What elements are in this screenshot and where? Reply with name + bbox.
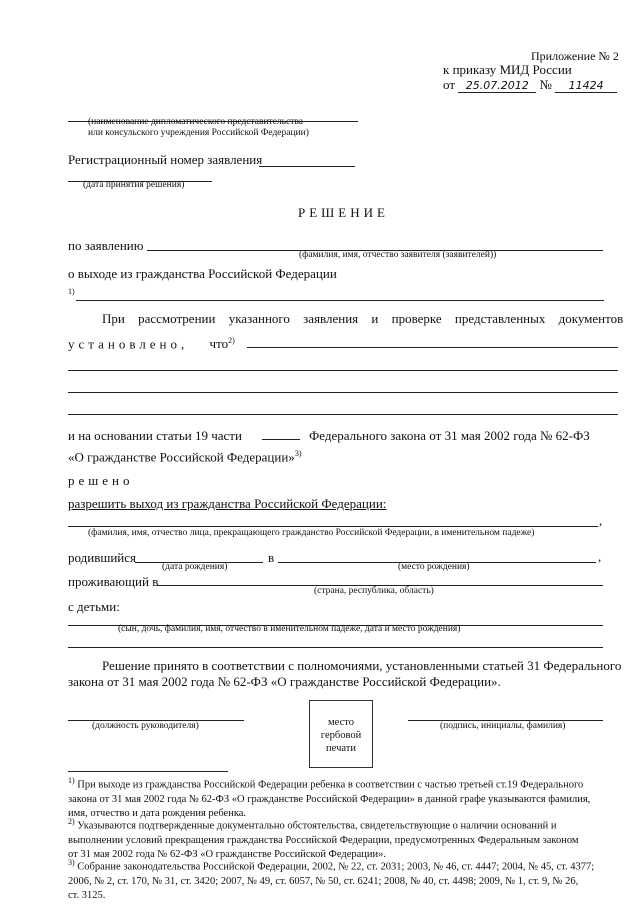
decision-para-1: Решение принято в соответствии с полномочиями, установленными статьей 31 Федерального — [102, 658, 622, 673]
law-name-line — [68, 449, 301, 465]
applicant-caption: (фамилия, имя, отчество заявителя (заявителей)) — [299, 250, 497, 260]
basis-end-text: Федерального закона от 31 мая 2002 года № 62-ФЗ — [309, 428, 590, 443]
fn1-line-1: При выходе из гражданства Российской Федерации ребенка в соответствии с частью третьей ст.19 Федерального — [77, 779, 584, 791]
fn3-line-2: 2006, № 2, ст. 170, № 31, ст. 3420; 2007, № 49, ст. 6057, № 50, ст. 6241; 2008, № 40, ст. 4498; 2009, № 1, ст. 9, № 26, — [68, 875, 579, 887]
fn1-line-3: имя, отчество и дата рождения ребенка. — [68, 807, 247, 819]
footnote-1 — [68, 774, 590, 821]
fn2-line-3: от 31 мая 2002 года № 62-ФЗ «О гражданстве Российской Федерации». — [68, 848, 387, 860]
stamp-line-1: место — [328, 717, 354, 728]
child-info-field[interactable] — [76, 300, 604, 301]
person-name-field[interactable] — [68, 526, 598, 527]
mission-caption-1: (наименование дипломатического представительства — [88, 117, 303, 127]
established-label: установлено, — [68, 336, 189, 352]
footnote-2 — [68, 815, 579, 862]
footnote-1-marker: 1) — [68, 287, 75, 296]
established-line — [68, 336, 235, 352]
signature-caption: (подпись, инициалы, фамилия) — [440, 721, 566, 731]
stamp-line-3: печати — [326, 743, 356, 754]
children-field-2[interactable] — [68, 647, 603, 648]
decision-date-caption: (дата принятия решения) — [83, 180, 185, 190]
that-label: что — [209, 336, 229, 352]
basis-start-text: и на основании статьи 19 части — [68, 428, 242, 443]
fn2-mark: 2) — [68, 817, 75, 826]
fn2-line-2: выполнении условий прекращения гражданства Российской Федерации, предусмотренных Федеральным законом — [68, 834, 579, 846]
stamp-line-2: гербовой — [320, 730, 362, 741]
established-field-3[interactable] — [68, 392, 618, 393]
established-field-1[interactable] — [247, 347, 618, 348]
page-title: РЕШЕНИЕ — [298, 205, 389, 220]
reg-number-label: Регистрационный номер заявления — [68, 152, 263, 167]
fn3-line-3: ст. 3125. — [68, 889, 106, 901]
footnote-3-marker: 3) — [294, 449, 302, 458]
birth-place-caption: (место рождения) — [398, 562, 470, 572]
article-part-field[interactable] — [262, 439, 300, 440]
fn2-line-1: Указываются подтвержденные документально обстоятельства, свидетельствующие о наличии оснований и — [77, 820, 557, 832]
birth-date-caption: (дата рождения) — [162, 562, 228, 572]
person-comma: , — [599, 513, 603, 528]
order-label: к приказу МИД России — [443, 62, 572, 77]
footnote-separator — [68, 771, 228, 772]
law-name: «О гражданстве Российской Федерации» — [68, 449, 295, 465]
footnote-3 — [68, 856, 594, 903]
order-date-line — [443, 77, 617, 93]
fn3-mark: 3) — [68, 858, 75, 867]
number-sign: № — [539, 77, 552, 92]
decision-para-2: закона от 31 мая 2002 года № 62-ФЗ «О гражданстве Российской Федерации». — [68, 674, 501, 689]
birth-comma: , — [598, 549, 602, 564]
established-field-4[interactable] — [68, 414, 618, 415]
mission-caption-2: или консульского учреждения Российской Федерации) — [88, 128, 309, 138]
by-application-label: по заявлению — [68, 238, 144, 253]
from-label: от — [443, 77, 456, 92]
born-label: родившийся — [68, 550, 137, 565]
fn1-line-2: закона от 31 мая 2002 года № 62-ФЗ «О гражданстве Российской Федерации» в данной графе указываются фамилия, — [68, 793, 591, 805]
in-label: в — [268, 550, 275, 565]
footnote-2-marker: 2) — [228, 336, 235, 345]
children-caption: (сын, дочь, фамилия, имя, отчество в именительном падеже, дата и место рождения) — [118, 624, 461, 634]
person-caption: (фамилия, имя, отчество лица, прекращающего гражданство Российской Федерации, в именительном падеже) — [88, 528, 535, 538]
decided-label: решено — [68, 473, 134, 488]
exit-citizenship-label: о выходе из гражданства Российской Федерации — [68, 266, 337, 281]
fn3-line-1: Собрание законодательства Российской Федерации, 2002, № 22, ст. 2031; 2003, № 46, ст. 4447; 2004, № 45, ст. 4377; — [77, 861, 595, 873]
reg-number-field[interactable] — [259, 166, 355, 167]
order-number-handwritten: 11424 — [555, 79, 617, 93]
residence-caption: (страна, республика, область) — [314, 586, 434, 596]
head-position-caption: (должность руководителя) — [92, 721, 199, 731]
allow-exit-label: разрешить выход из гражданства Российской Федерации: — [68, 496, 387, 511]
residing-label: проживающий в — [68, 574, 159, 589]
appendix-label: Приложение № 2 — [531, 49, 619, 63]
fn1-mark: 1) — [68, 776, 75, 785]
order-date-handwritten: 25.07.2012 — [458, 79, 536, 93]
stamp-box — [309, 700, 373, 768]
with-children-label: с детьми: — [68, 599, 120, 614]
established-field-2[interactable] — [68, 370, 618, 371]
considering-text: При рассмотрении указанного заявления и проверке представленных документов — [102, 311, 624, 326]
